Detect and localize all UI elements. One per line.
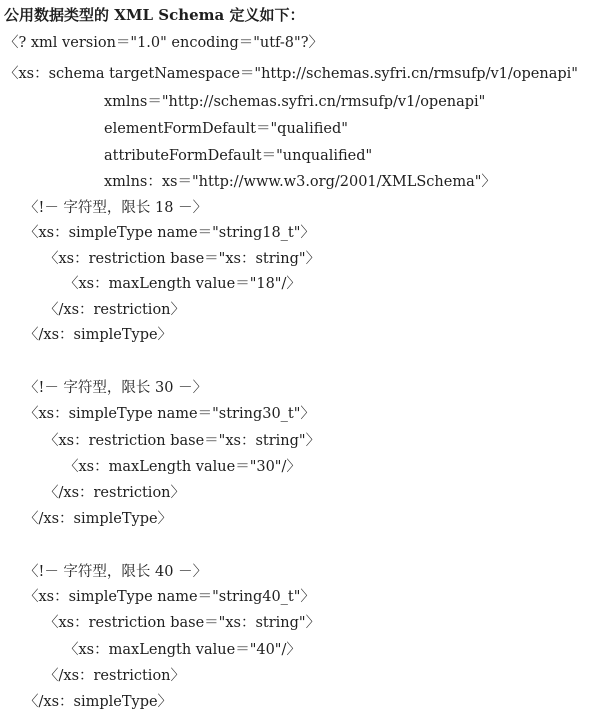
schema-xmlns-xs-line: xmlns：xs＝"http://www.w3.org/2001/XMLSchema"〉 [104, 174, 496, 190]
maxlength-18-line: 〈xs：maxLength value＝"18"/〉 [64, 276, 301, 292]
schema-xmlns-line: xmlns＝"http://schemas.syfri.cn/rmsufp/v1/openapi" [104, 94, 486, 110]
restriction-string30-open-line: 〈xs：restriction base＝"xs：string"〉 [44, 433, 321, 449]
comment-string30-line: 〈!－ 字符型，限长 30 －〉 [24, 380, 208, 396]
comment-string40-line: 〈!－ 字符型，限长 40 －〉 [24, 564, 208, 580]
schema-open-line: 〈xs：schema targetNamespace＝"http://schemas.syfri.cn/rmsufp/v1/openapi" [4, 66, 578, 82]
restriction-string40-open-line: 〈xs：restriction base＝"xs：string"〉 [44, 615, 321, 631]
simpletype-string18-open-line: 〈xs：simpleType name＝"string18_t"〉 [24, 225, 315, 241]
document-heading: 公用数据类型的 XML Schema 定义如下： [4, 6, 305, 24]
restriction-string18-close-line: 〈/xs：restriction〉 [44, 302, 186, 318]
restriction-string40-close-line: 〈/xs：restriction〉 [44, 668, 186, 684]
restriction-string18-open-line: 〈xs：restriction base＝"xs：string"〉 [44, 251, 321, 267]
maxlength-30-line: 〈xs：maxLength value＝"30"/〉 [64, 459, 301, 475]
comment-string18-line: 〈!－ 字符型，限长 18 －〉 [24, 200, 208, 216]
xml-declaration-line: 〈? xml version＝"1.0" encoding＝"utf-8"?〉 [4, 35, 323, 51]
restriction-string30-close-line: 〈/xs：restriction〉 [44, 485, 186, 501]
simpletype-string30-open-line: 〈xs：simpleType name＝"string30_t"〉 [24, 406, 315, 422]
simpletype-string18-close-line: 〈/xs：simpleType〉 [24, 327, 173, 343]
simpletype-string40-close-line: 〈/xs：simpleType〉 [24, 694, 173, 710]
simpletype-string30-close-line: 〈/xs：simpleType〉 [24, 511, 173, 527]
schema-attribute-form-line: attributeFormDefault＝"unqualified" [104, 148, 373, 164]
schema-element-form-line: elementFormDefault＝"qualified" [104, 121, 348, 137]
simpletype-string40-open-line: 〈xs：simpleType name＝"string40_t"〉 [24, 589, 315, 605]
maxlength-40-line: 〈xs：maxLength value＝"40"/〉 [64, 642, 301, 658]
